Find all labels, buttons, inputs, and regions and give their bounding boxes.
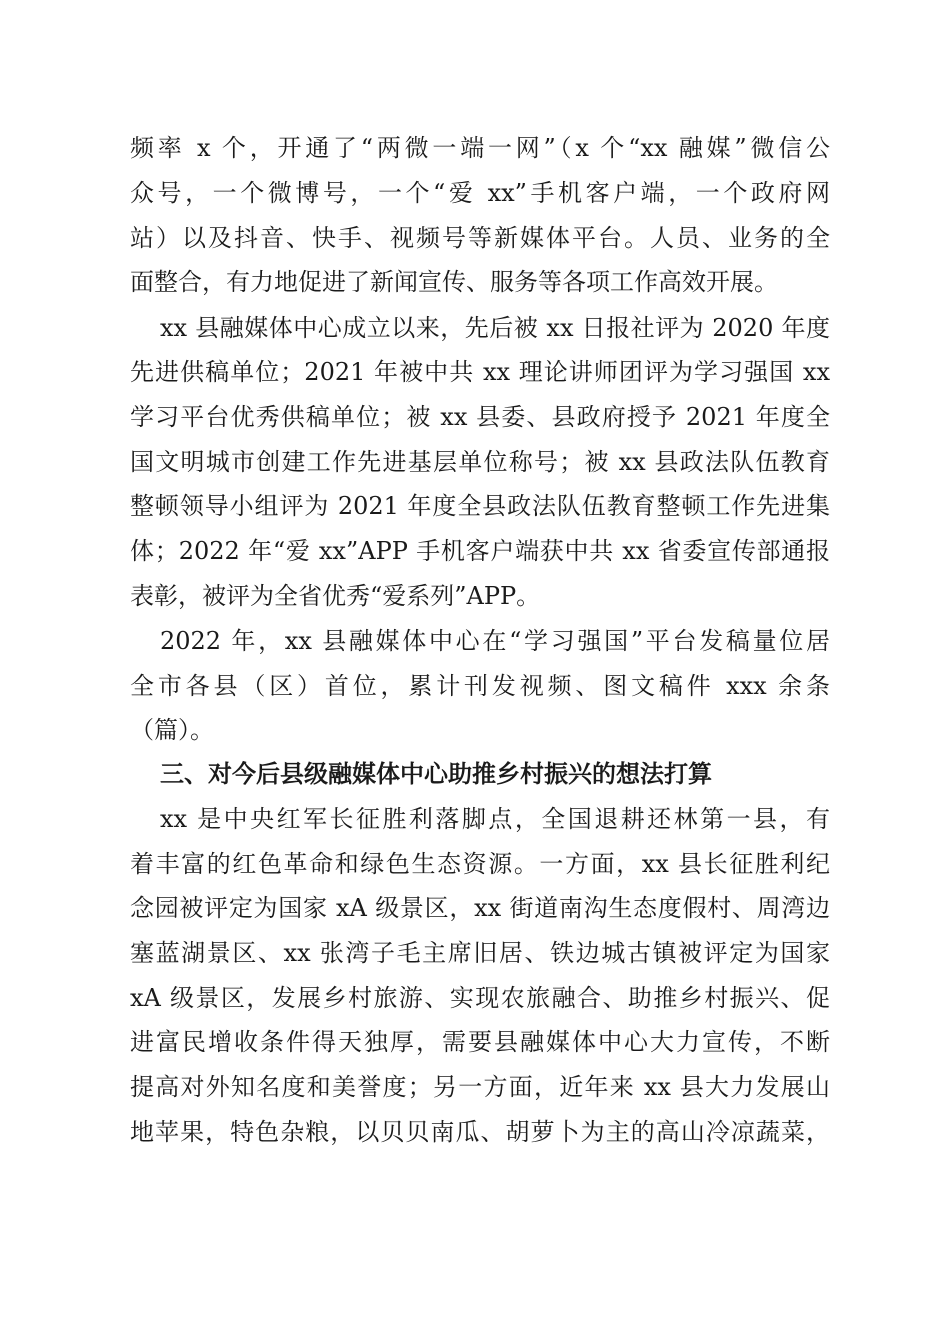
paragraph-3-line-2: 全市各县（区）首位，累计刊发视频、图文稿件 xxx 余条 — [130, 672, 830, 700]
paragraph-4-line-7: 提高对外知名度和美誉度；另一方面，近年来 xx 县大力发展山 — [130, 1073, 830, 1101]
paragraph-2-line-5: 整顿领导小组评为 2021 年度全县政法队伍教育整顿工作先进集 — [130, 492, 830, 520]
paragraph-2-line-1: xx 县融媒体中心成立以来，先后被 xx 日报社评为 2020 年度 — [160, 314, 830, 342]
paragraph-1-line-2: 众号，一个微博号，一个“爱 xx”手机客户端，一个政府网 — [130, 179, 830, 207]
paragraph-4-line-4: 塞蓝湖景区、xx 张湾子毛主席旧居、铁边城古镇被评定为国家 — [130, 939, 830, 967]
paragraph-4-line-5: xA 级景区，发展乡村旅游、实现农旅融合、助推乡村振兴、促 — [130, 984, 830, 1012]
paragraph-1-line-1: 频率 x 个，开通了“两微一端一网”（x 个“xx 融媒”微信公 — [130, 134, 830, 162]
paragraph-2-line-3: 学习平台优秀供稿单位；被 xx 县委、县政府授予 2021 年度全 — [130, 403, 830, 431]
paragraph-4-line-6: 进富民增收条件得天独厚，需要县融媒体中心大力宣传，不断 — [130, 1028, 830, 1056]
paragraph-2-line-7: 表彰，被评为全省优秀“爱系列”APP。 — [130, 582, 541, 610]
paragraph-4-line-2: 着丰富的红色革命和绿色生态资源。一方面，xx 县长征胜利纪 — [130, 850, 830, 878]
paragraph-3-line-1: 2022 年，xx 县融媒体中心在“学习强国”平台发稿量位居 — [160, 627, 830, 655]
paragraph-2-line-6: 体；2022 年“爱 xx”APP 手机客户端获中共 xx 省委宣传部通报 — [130, 537, 830, 565]
section-heading: 三、对今后县级融媒体中心助推乡村振兴的想法打算 — [160, 760, 712, 788]
paragraph-4-line-8: 地苹果，特色杂粮，以贝贝南瓜、胡萝卜为主的高山冷凉蔬菜， — [130, 1118, 830, 1146]
paragraph-2-line-2: 先进供稿单位；2021 年被中共 xx 理论讲师团评为学习强国 xx — [130, 358, 830, 386]
paragraph-1-line-4: 面整合，有力地促进了新闻宣传、服务等各项工作高效开展。 — [130, 268, 778, 296]
paragraph-4-line-3: 念园被评定为国家 xA 级景区，xx 街道南沟生态度假村、周湾边 — [130, 894, 830, 922]
paragraph-2-line-4: 国文明城市创建工作先进基层单位称号；被 xx 县政法队伍教育 — [130, 448, 830, 476]
paragraph-3-line-3: （篇）。 — [130, 716, 214, 744]
paragraph-4-line-1: xx 是中央红军长征胜利落脚点，全国退耕还林第一县，有 — [160, 805, 830, 833]
paragraph-1-line-3: 站）以及抖音、快手、视频号等新媒体平台。人员、业务的全 — [130, 224, 830, 252]
